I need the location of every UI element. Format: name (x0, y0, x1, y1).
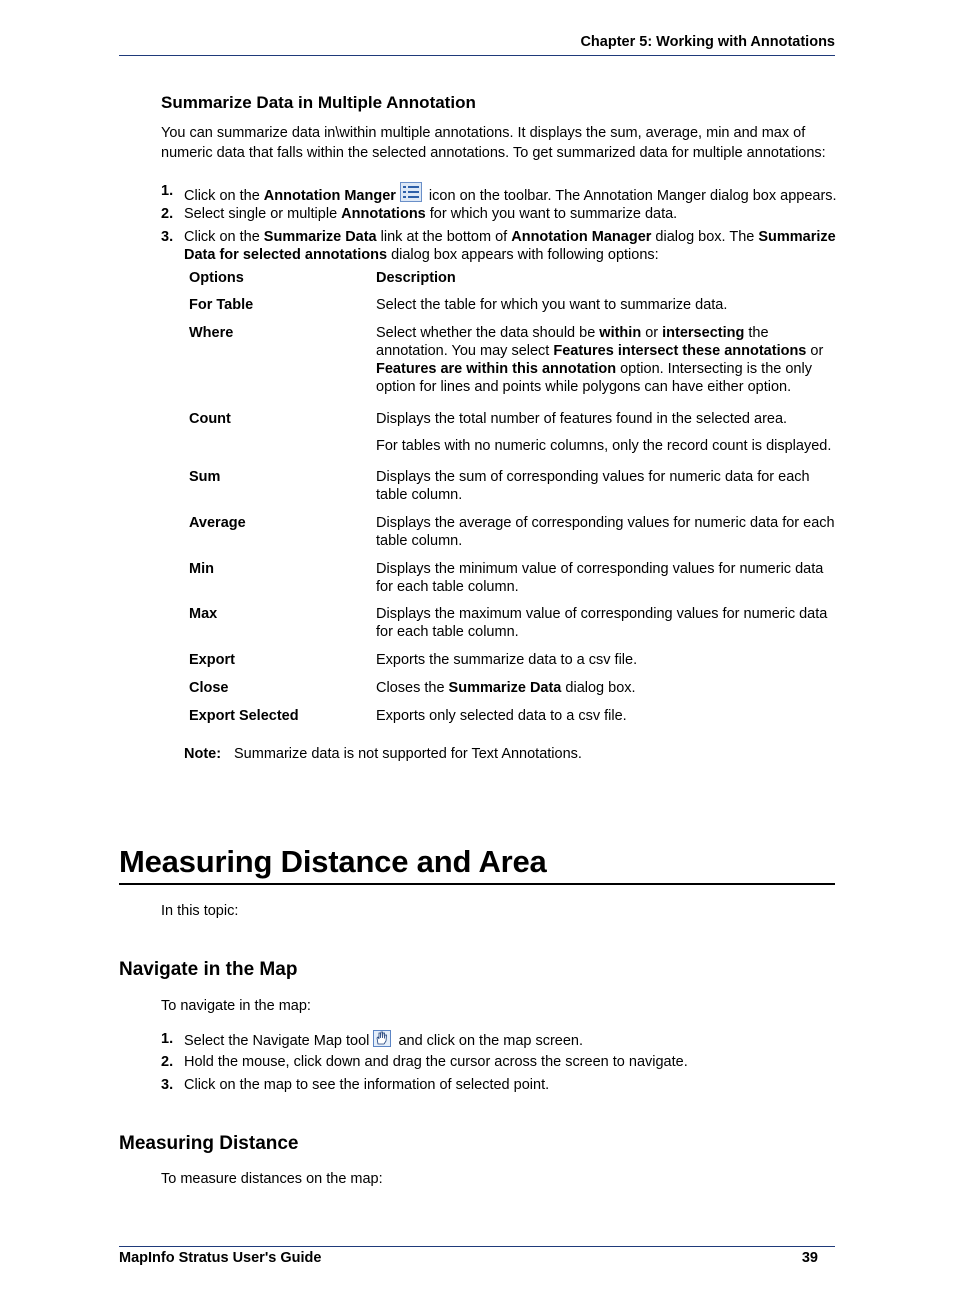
step-number: 2. (161, 206, 174, 222)
description-text: Displays the maximum value of corresponding values for numeric data for each table column. (376, 606, 828, 640)
step-number: 1. (161, 183, 174, 199)
measuring-distance-heading: Measuring Distance (119, 1133, 299, 1154)
step-text-bold: Summarize Data for selected annotations (184, 229, 836, 263)
table-option-description (376, 324, 836, 396)
navigate-intro: To navigate in the map: (161, 998, 311, 1014)
step-text-part: link at the bottom of (376, 229, 512, 245)
description-text: For tables with no numeric columns, only the record count is displayed. (376, 438, 832, 454)
step-text (184, 182, 837, 207)
step-number: 1. (161, 1031, 174, 1047)
table-option-description (376, 651, 836, 669)
table-option-label: Average (189, 515, 246, 531)
table-option-label: Close (189, 680, 229, 696)
description-bold: Features are within this annotation (376, 361, 617, 377)
step-text-bold: Annotations (341, 206, 426, 222)
description-bold: intersecting (662, 325, 745, 341)
description-bold: Summarize Data (448, 680, 562, 696)
description-text: the annotation. You may select (376, 325, 769, 359)
table-option-description (376, 468, 836, 504)
step-text (184, 1030, 837, 1052)
table-option-description (376, 707, 836, 725)
description-bold: within (599, 325, 642, 341)
step-number: 2. (161, 1054, 174, 1070)
table-header-options: Options (189, 270, 244, 286)
table-option-label: Count (189, 411, 231, 427)
step-text (184, 228, 837, 264)
measuring-distance-intro: To measure distances on the map: (161, 1171, 383, 1187)
table-option-label: For Table (189, 297, 254, 313)
footer-guide-title: MapInfo Stratus User's Guide (119, 1250, 322, 1266)
table-option-label: Sum (189, 469, 221, 485)
table-header-description: Description (376, 270, 456, 286)
table-option-label: Export (189, 652, 235, 668)
in-topic-text: In this topic: (161, 903, 239, 919)
description-text: or (806, 343, 824, 359)
step-text-part: Click on the (184, 188, 264, 204)
table-option-description (376, 560, 836, 596)
step-text (184, 205, 837, 223)
step-text-part: dialog box. The (651, 229, 759, 245)
description-bold: Features intersect these annotations (553, 343, 807, 359)
table-option-label: Where (189, 325, 234, 341)
navigate-hand-icon (373, 1030, 391, 1052)
description-text: Displays the sum of corresponding values for numeric data for each table column. (376, 469, 810, 503)
description-text: Closes the (376, 680, 449, 696)
table-option-description (376, 514, 836, 550)
table-option-description (376, 410, 836, 428)
step-text-part: dialog box appears with following options: (387, 247, 659, 263)
step-text-part: for which you want to summarize data. (425, 206, 678, 222)
note-label: Note: (184, 746, 222, 762)
description-text: option. Intersecting is the only option for lines and points while polygons can have either option. (376, 361, 812, 395)
description-text: Select the table for which you want to summarize data. (376, 297, 728, 313)
step-text-bold: Annotation Manger (263, 188, 396, 204)
description-text: Exports the summarize data to a csv file. (376, 652, 638, 668)
step-text-bold: Summarize Data (263, 229, 377, 245)
description-text: Displays the average of corresponding values for numeric data for each table column. (376, 515, 835, 549)
step-number: 3. (161, 229, 174, 245)
navigate-step-2 (161, 1053, 837, 1071)
description-text: Select whether the data should be (376, 325, 600, 341)
table-option-description (376, 437, 836, 455)
table-option-description (376, 679, 836, 697)
running-header: Chapter 5: Working with Annotations (580, 34, 835, 50)
description-text: Displays the minimum value of corresponding values for numeric data for each table column. (376, 561, 824, 595)
step-text: Click on the map to see the information of selected point. (184, 1077, 550, 1093)
chapter-heading: Measuring Distance and Area (119, 844, 547, 879)
step-text-part: icon on the toolbar. The Annotation Manger dialog box appears. (424, 188, 837, 204)
step-number: 3. (161, 1077, 174, 1093)
summarize-step-1 (161, 182, 837, 207)
summarize-intro: You can summarize data in\within multiple annotations. It displays the sum, average, min and max of numeric data that falls within the selected annotations. To get summarized data for multiple annotations: (161, 125, 826, 161)
summarize-step-3 (161, 228, 837, 264)
step-text-part: Select the Navigate Map tool (184, 1033, 374, 1049)
navigate-step-1 (161, 1030, 837, 1052)
summarize-heading: Summarize Data in Multiple Annotation (161, 93, 476, 112)
step-text-bold: Annotation Manager (511, 229, 652, 245)
table-option-label: Export Selected (189, 708, 299, 724)
table-option-label: Min (189, 561, 214, 577)
footer-page-number: 39 (801, 1250, 818, 1266)
step-text-part: Click on the (184, 229, 264, 245)
description-text: or (641, 325, 663, 341)
note-text: Summarize data is not supported for Text Annotations. (234, 746, 582, 762)
table-option-description (376, 296, 836, 314)
step-text: Hold the mouse, click down and drag the cursor across the screen to navigate. (184, 1054, 688, 1070)
heading-rule (119, 883, 835, 885)
step-text-part: Select single or multiple (184, 206, 342, 222)
navigate-step-3 (161, 1076, 837, 1094)
description-text: Exports only selected data to a csv file. (376, 708, 627, 724)
navigate-heading: Navigate in the Map (119, 959, 298, 980)
header-rule (119, 55, 835, 56)
annotation-manager-icon (400, 182, 422, 207)
description-text: Displays the total number of features found in the selected area. (376, 411, 788, 427)
summarize-step-2 (161, 205, 837, 223)
step-text-part: and click on the map screen. (394, 1033, 584, 1049)
description-text: dialog box. (561, 680, 636, 696)
footer-rule (119, 1246, 835, 1247)
table-option-label: Max (189, 606, 218, 622)
table-option-description (376, 605, 836, 641)
